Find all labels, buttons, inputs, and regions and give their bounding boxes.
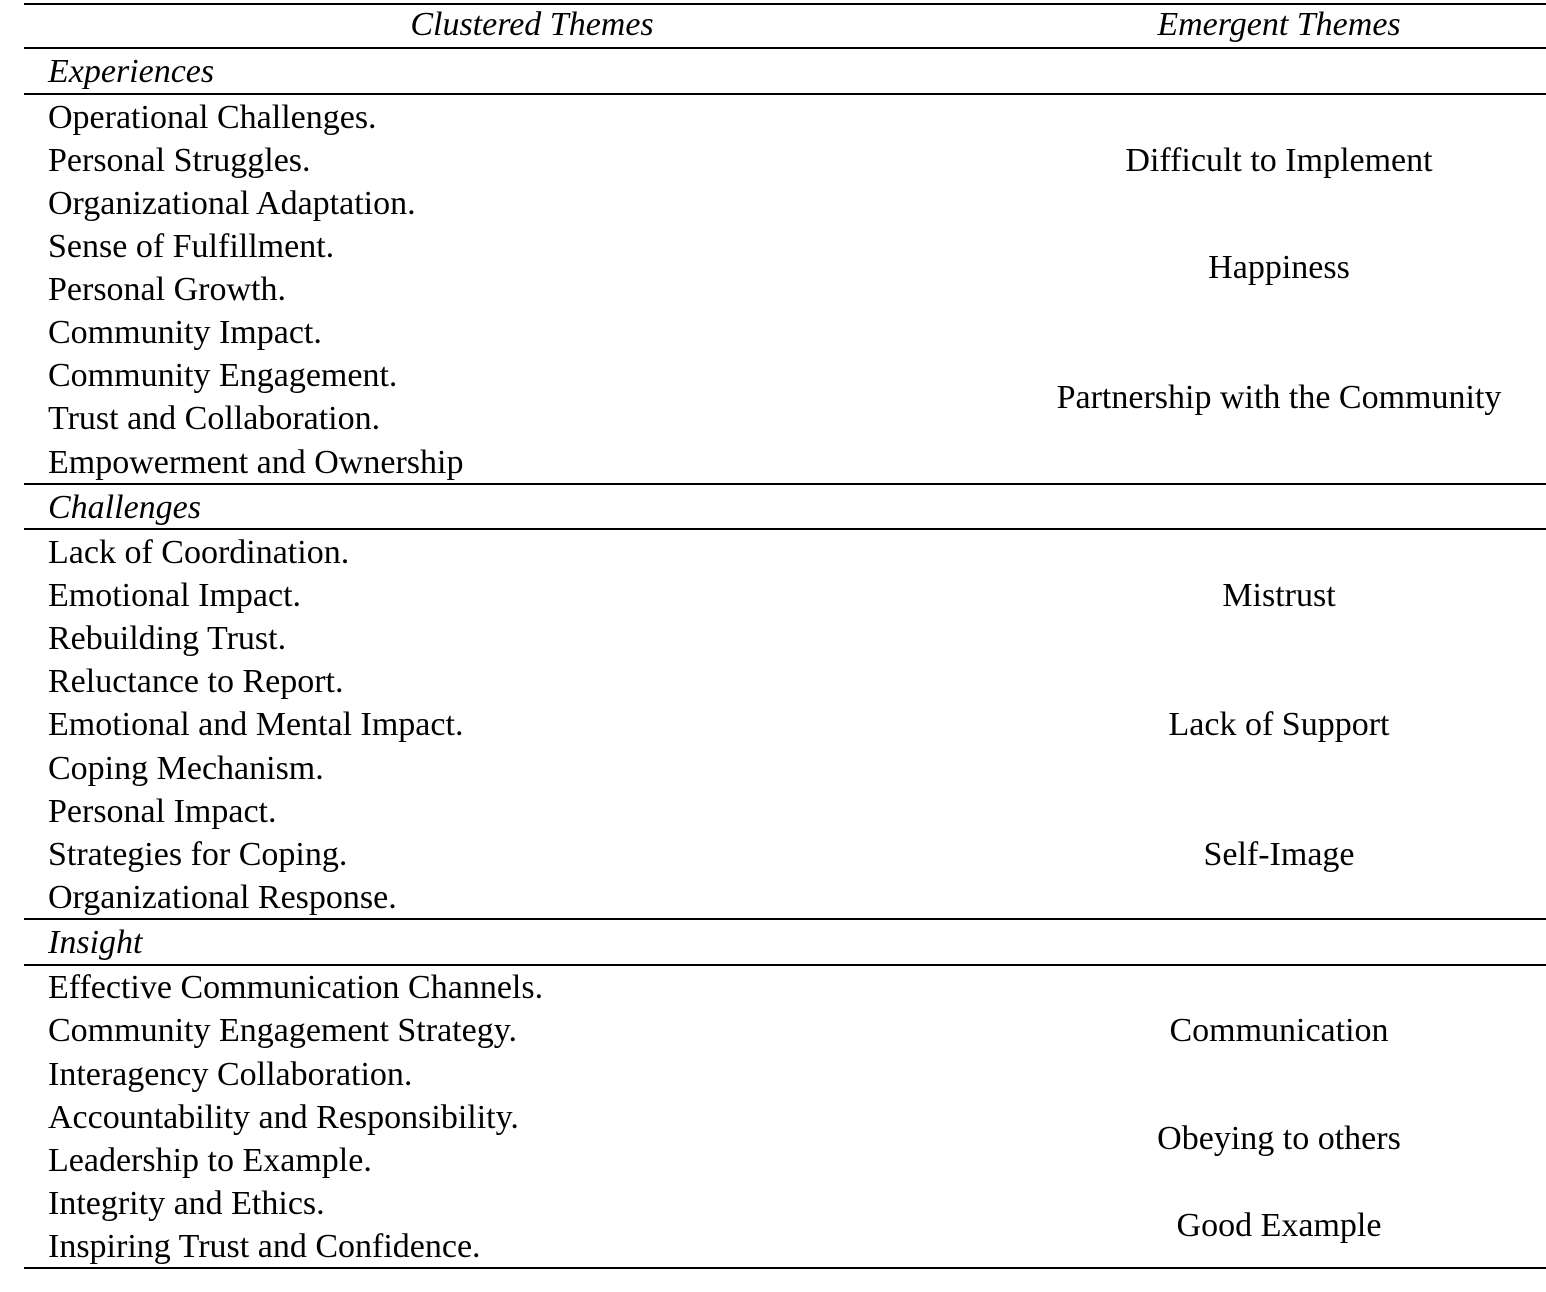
clustered-theme: Interagency Collaboration. (48, 1056, 413, 1093)
clustered-theme: Organizational Response. (48, 879, 397, 916)
clustered-theme: Community Engagement Strategy. (48, 1012, 517, 1049)
clustered-theme: Personal Struggles. (48, 142, 311, 179)
emergent-theme: Self-Image (1203, 836, 1355, 873)
header-clustered-themes: Clustered Themes (410, 6, 654, 43)
insight-title-rule (24, 964, 1546, 966)
section-title-challenges: Challenges (48, 489, 201, 526)
emergent-theme: Partnership with the Community (1056, 379, 1502, 416)
clustered-theme: Effective Communication Channels. (48, 969, 544, 1006)
clustered-theme: Integrity and Ethics. (48, 1185, 325, 1222)
bottom-rule (24, 1267, 1546, 1269)
clustered-theme: Emotional and Mental Impact. (48, 706, 464, 743)
clustered-theme: Sense of Fulfillment. (48, 228, 335, 265)
clustered-theme: Personal Impact. (48, 793, 277, 830)
clustered-theme: Leadership to Example. (48, 1142, 372, 1179)
experiences-title-rule (24, 93, 1546, 95)
clustered-theme: Trust and Collaboration. (48, 400, 381, 437)
themes-table (24, 0, 1546, 1292)
challenges-end-rule (24, 918, 1546, 920)
clustered-theme: Community Engagement. (48, 357, 398, 394)
emergent-theme: Lack of Support (1168, 706, 1390, 743)
clustered-theme: Inspiring Trust and Confidence. (48, 1228, 481, 1265)
section-title-experiences: Experiences (48, 53, 215, 90)
emergent-theme: Communication (1169, 1012, 1389, 1049)
challenges-title-rule (24, 528, 1546, 530)
clustered-theme: Strategies for Coping. (48, 836, 348, 873)
clustered-theme: Emotional Impact. (48, 577, 302, 614)
experiences-end-rule (24, 483, 1546, 485)
section-title-insight: Insight (48, 924, 143, 961)
clustered-theme: Accountability and Responsibility. (48, 1099, 519, 1136)
clustered-theme: Rebuilding Trust. (48, 620, 287, 657)
emergent-theme: Obeying to others (1157, 1120, 1401, 1157)
emergent-theme: Happiness (1208, 249, 1350, 286)
clustered-theme: Operational Challenges. (48, 99, 377, 136)
clustered-theme: Coping Mechanism. (48, 750, 324, 787)
clustered-theme: Empowerment and Ownership (48, 444, 464, 481)
clustered-theme: Community Impact. (48, 314, 322, 351)
emergent-theme: Difficult to Implement (1125, 142, 1433, 179)
clustered-theme: Reluctance to Report. (48, 663, 344, 700)
clustered-theme: Organizational Adaptation. (48, 185, 416, 222)
clustered-theme: Lack of Coordination. (48, 534, 350, 571)
emergent-theme: Mistrust (1222, 577, 1336, 614)
emergent-theme: Good Example (1176, 1207, 1382, 1244)
header-emergent-themes: Emergent Themes (1157, 6, 1401, 43)
header-rule (24, 47, 1546, 49)
clustered-theme: Personal Growth. (48, 271, 286, 308)
